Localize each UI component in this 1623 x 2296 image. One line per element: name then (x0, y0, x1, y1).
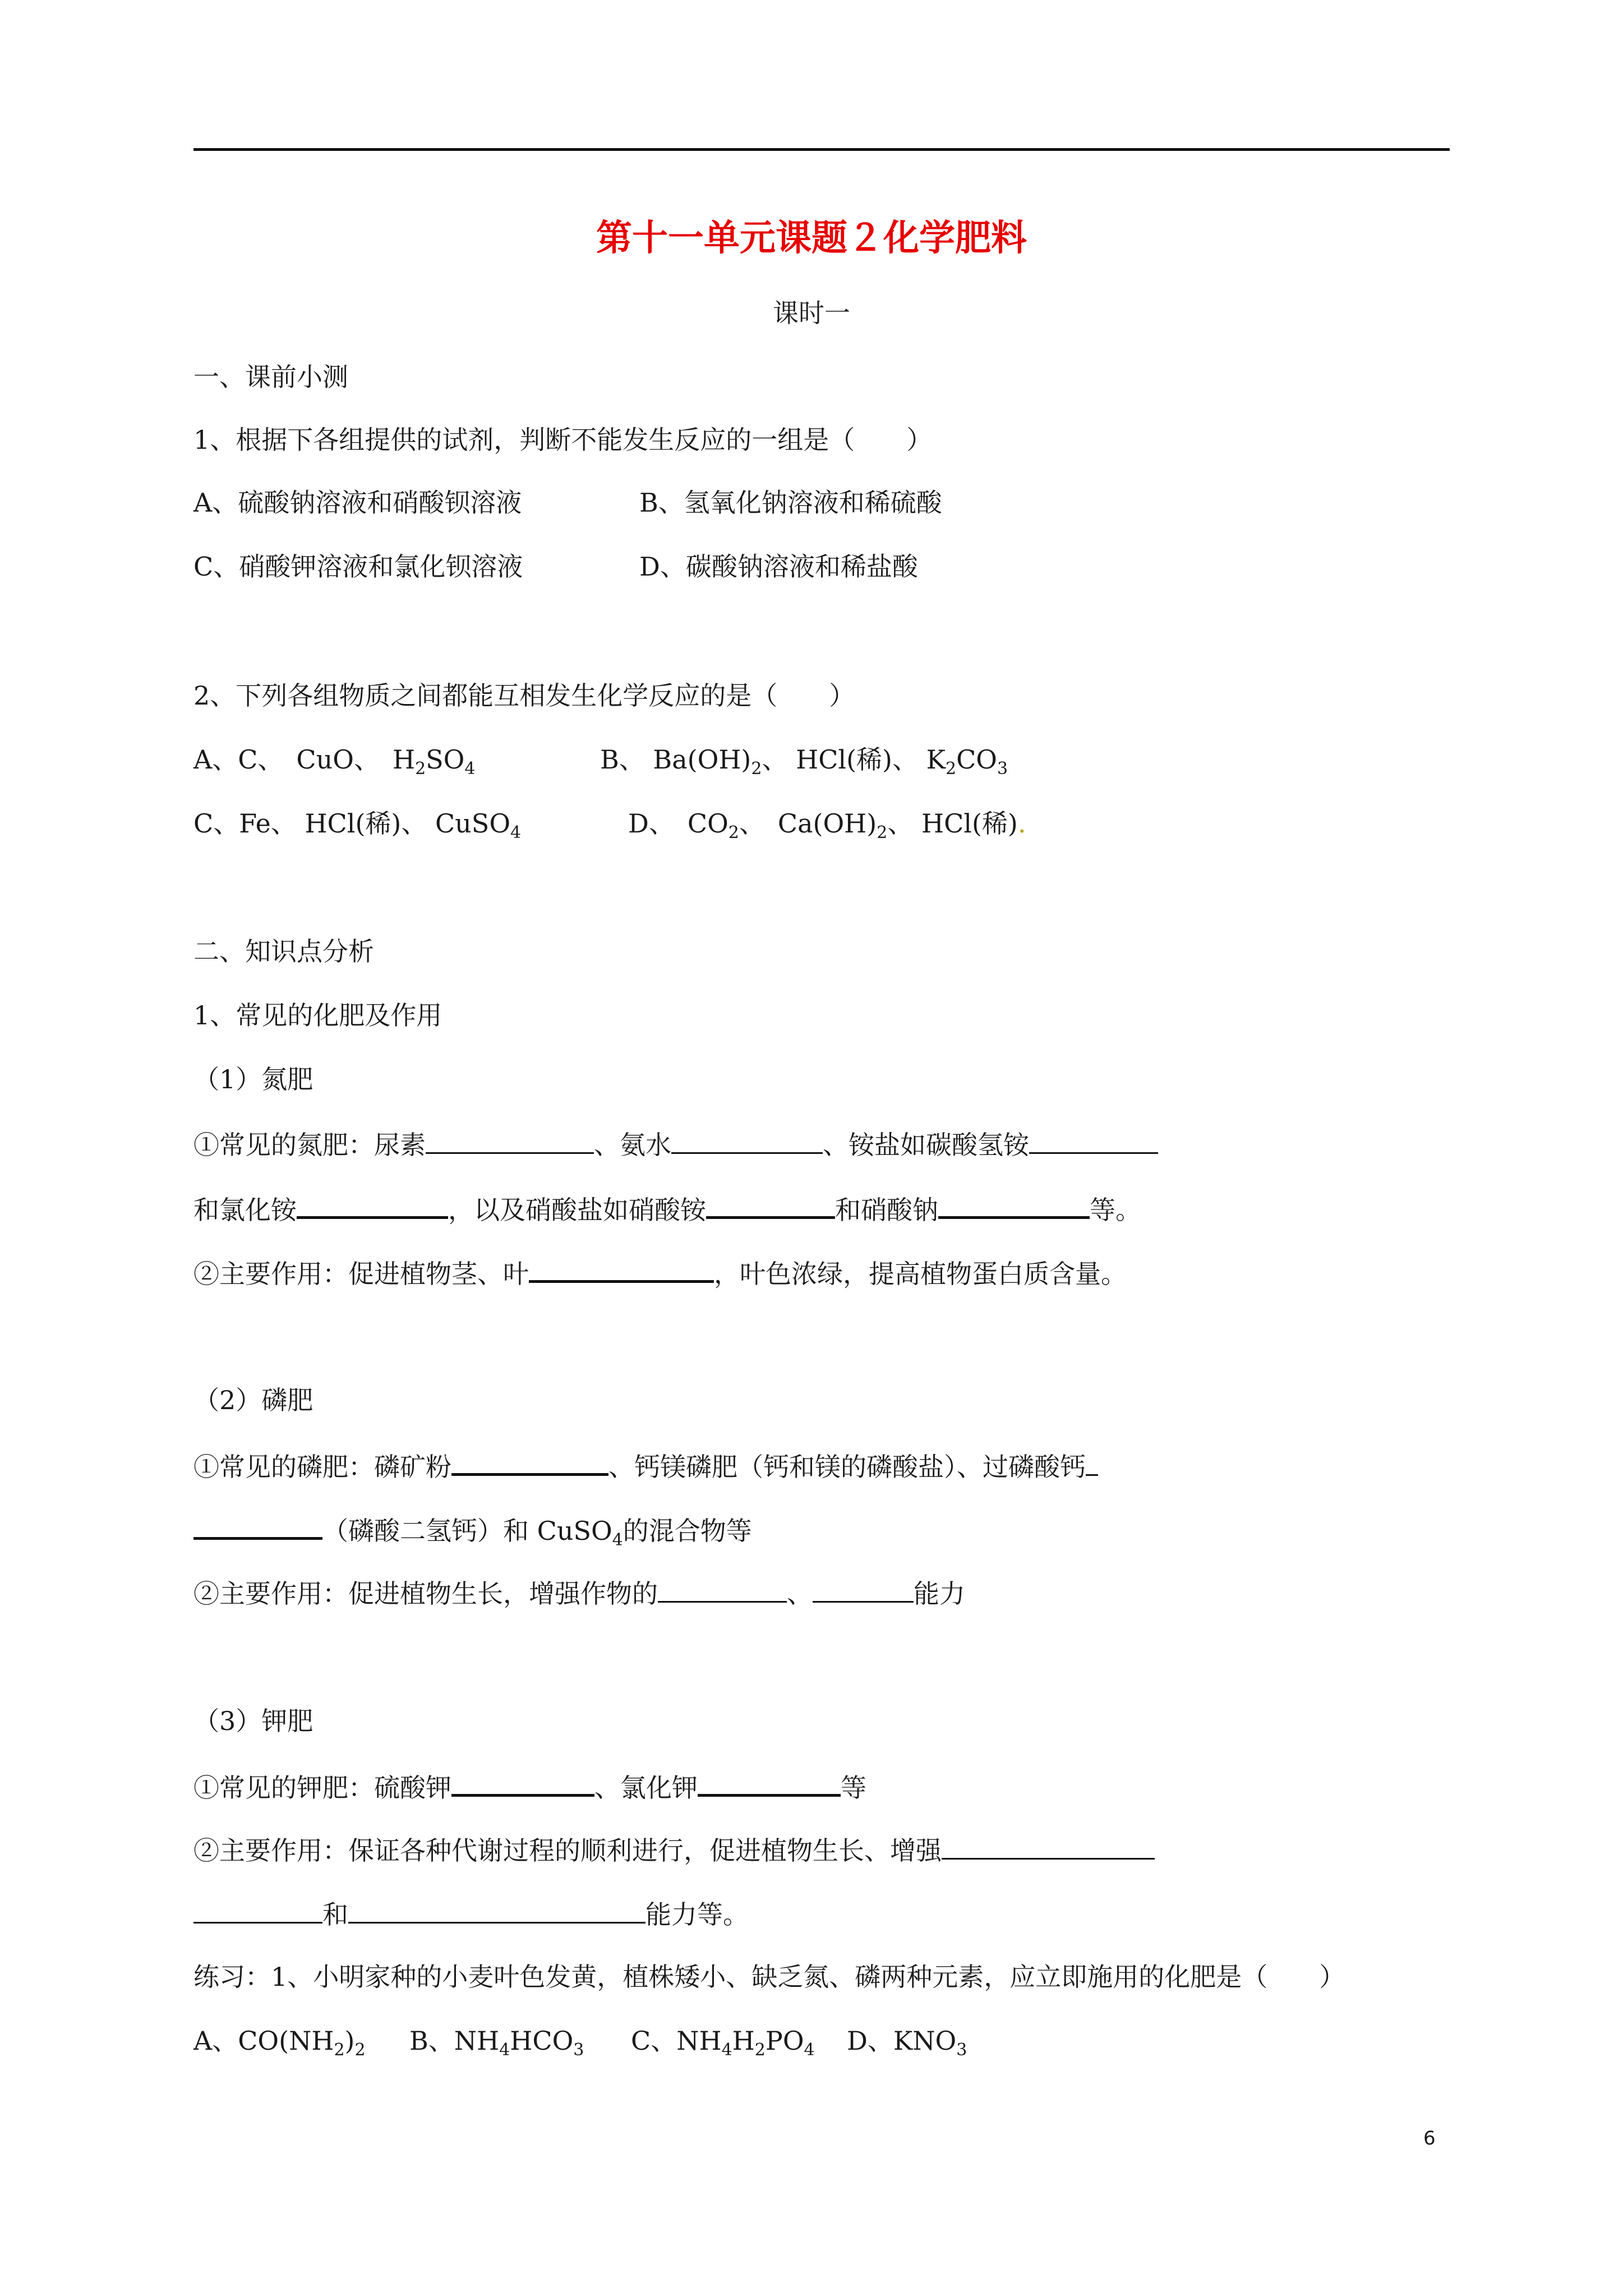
practice-1-option-c: C、$NH_4H_2PO_4$ (631, 2026, 815, 2060)
blank-phosphate-rock[interactable] (451, 1447, 608, 1476)
question-2-option-c: C、Fe、 HCl(稀)、 CuSO$_4$ (193, 808, 522, 843)
blank-nitrogen-function[interactable] (529, 1254, 714, 1283)
phosphorus-common-line-2: （磷酸二氢钙）和 CuSO$_4$的混合物等 (193, 1511, 752, 1557)
blank-potassium-ability-2[interactable] (193, 1896, 322, 1924)
nitrogen-fertilizer-heading: （1）氮肥 (193, 1064, 313, 1094)
blank-phosphorus-ability-1[interactable] (658, 1575, 787, 1603)
question-2-stem: 2、下列各组物质之间都能互相发生化学反应的是（ ） (193, 680, 855, 711)
phosphorus-common-line: ①常见的磷肥：磷矿粉 、钙镁磷肥（钙和镁的磷酸盐）、过磷酸钙 (193, 1447, 1098, 1484)
question-2-option-b: B、 $Ba(OH)_2$、 HCl(稀)、 $K_2CO_3$ (600, 744, 1008, 779)
blank-superphosphate[interactable] (193, 1511, 322, 1540)
point-1-heading: 1、常见的化肥及作用 (193, 1000, 442, 1030)
question-1-option-a: A、硫酸钠溶液和硝酸钡溶液 (193, 487, 522, 518)
blank-ammonium-nitrate[interactable] (706, 1190, 835, 1219)
potassium-common-line: ①常见的钾肥：硫酸钾 、氯化钾 等 (193, 1768, 866, 1805)
blank-superphosphate-start[interactable] (1086, 1448, 1098, 1476)
blank-phosphorus-ability-2[interactable] (813, 1575, 914, 1603)
phosphorus-function-line: ②主要作用：促进植物生长，增强作物的 、 能力 (193, 1575, 965, 1611)
blank-ammonium-chloride[interactable] (297, 1190, 448, 1219)
practice-1-stem: 练习：1、小明家种的小麦叶色发黄，植株矮小、缺乏氮、磷两种元素，应立即施用的化肥是（ ） (193, 1962, 1345, 1992)
blank-ammonium-bicarbonate[interactable] (1029, 1126, 1158, 1154)
blank-sodium-nitrate[interactable] (938, 1190, 1090, 1219)
potassium-fertilizer-heading: （3）钾肥 (193, 1706, 313, 1736)
practice-1-option-a: A、$CO(NH_2)_2$ (193, 2026, 366, 2060)
section-pretest-heading: 一、课前小测 (193, 362, 348, 392)
blank-potassium-chloride[interactable] (698, 1768, 841, 1797)
blank-potassium-ability-3[interactable] (348, 1896, 645, 1924)
section-knowledge-heading: 二、知识点分析 (193, 936, 374, 967)
nitrogen-common-line: ①常见的氮肥：尿素 、氨水 、铵盐如碳酸氢铵 (193, 1126, 1158, 1162)
blank-ammonia-water[interactable] (671, 1126, 823, 1154)
phosphorus-fertilizer-heading: （2）磷肥 (193, 1385, 313, 1415)
blank-potassium-sulfate[interactable] (451, 1768, 594, 1797)
nitrogen-function-line: ②主要作用：促进植物茎、叶 ，叶色浓绿，提高植物蛋白质含量。 (193, 1254, 1127, 1291)
question-1-option-b: B、氢氧化钠溶液和稀硫酸 (639, 487, 942, 518)
question-1-stem: 1、根据下各组提供的试剂，判断不能发生反应的一组是（ ） (193, 425, 933, 455)
practice-1-option-d: D、$KNO_3$ (847, 2026, 967, 2060)
page-title: 第十一单元课题２化学肥料 (596, 217, 1027, 259)
potassium-function-line-2: 和 能力等。 (193, 1896, 749, 1931)
question-2-option-a: A、C、 CuO、 $H_2SO_4$ (193, 744, 476, 779)
potassium-function-line: ②主要作用：保证各种代谢过程的顺利进行，促进植物生长、增强 (193, 1832, 1155, 1867)
blank-urea[interactable] (426, 1126, 594, 1154)
lesson-subtitle: 课时一 (773, 298, 850, 328)
header-rule (193, 148, 1450, 151)
nitrogen-common-line-2: 和氯化铵 ，以及硝酸盐如硝酸铵 和硝酸钠 等。 (193, 1190, 1141, 1227)
question-1-option-d: D、碳酸钠溶液和稀盐酸 (639, 551, 918, 582)
question-1-option-c: C、硝酸钾溶液和氯化钡溶液 (193, 551, 523, 582)
blank-potassium-ability-1[interactable] (942, 1832, 1155, 1860)
page-number: 6 (1423, 2127, 1436, 2150)
question-2-option-d: D、 $CO_2$、 $Ca(OH)_2$、 HCl(稀). (628, 808, 1026, 843)
practice-1-option-b: B、$NH_4HCO_3$ (409, 2026, 584, 2060)
